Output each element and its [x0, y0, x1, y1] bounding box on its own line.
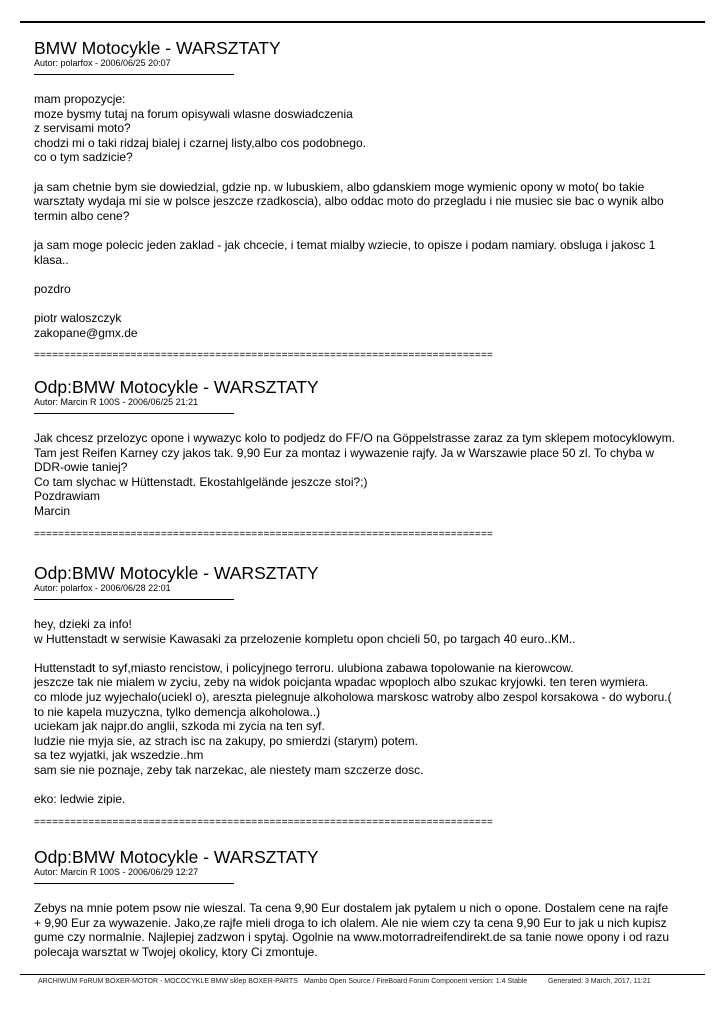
post-author-date: Autor: polarfox - 2006/06/28 22:01 [34, 583, 171, 593]
post-body [34, 431, 694, 519]
post-text-line: DDR-owie taniej? [34, 460, 128, 475]
post-text-line: uciekam jak najpr.do anglii, szkoda mi zycia na ten syf. [34, 719, 325, 734]
post-header-rule [34, 413, 234, 414]
post-text-line: chodzi mi o taki ridzaj bialej i czarnej listy,albo cos podobnego. [34, 135, 366, 150]
post-text-line: co mlode juz wyjechalo(uciekl o), areszta pielegnuje alkoholowa marskosc watroby albo zespol korsakowa - do wyboru.( [34, 689, 672, 704]
post-text-line: jeszcze tak nie mialem w zyciu, zeby na widok poicjanta wpadac wpoploch albo szukac kryjowki. ten teren wymiera. [34, 675, 649, 690]
post-paragraph [34, 238, 694, 267]
post-title: Odp:BMW Motocykle - WARSZTATY [34, 847, 319, 867]
post-title: BMW Motocykle - WARSZTATY [34, 38, 281, 58]
post-title: Odp:BMW Motocykle - WARSZTATY [34, 377, 319, 397]
post-text-line: piotr waloszczyk [34, 310, 122, 325]
post-text-line: pozdro [34, 281, 71, 296]
post-paragraph [34, 661, 694, 778]
footer-archive-name: ARCHIWUM FoRUM BOXER-MOTOR - MOCOCYKLE BMW sklep BOXER-PARTS [38, 978, 298, 985]
forum-post [34, 563, 694, 829]
post-paragraph [34, 282, 694, 297]
footer-rule [20, 974, 705, 975]
post-body [34, 92, 694, 340]
post-text-line: Zebys na mnie potem psow nie wieszal. Ta cena 9,90 Eur dostalem jak pytalem u nich o opone. Dostalem cene na rajfe [34, 901, 669, 915]
post-paragraph [34, 180, 694, 224]
post-header-rule [34, 599, 234, 600]
post-text-line: Co tam slychac w Hüttenstadt. Ekostahlgelände jeszcze stoi?;) [34, 474, 368, 489]
post-text-line: co o tym sadzicie? [34, 150, 133, 165]
post-header-rule [34, 74, 234, 75]
post-text-line: klasa.. [34, 252, 69, 267]
post-separator: ============================================================================ [34, 528, 494, 540]
post-text-line: Marcin [34, 503, 71, 518]
post-text-line: hey, dzieki za info! [34, 617, 132, 631]
post-body [34, 901, 694, 959]
post-text-line: z servisami moto? [34, 121, 131, 136]
post-author-date: Autor: Marcin R 100S - 2006/06/25 21:21 [34, 397, 199, 407]
post-text-line: polecaja warsztat w Twojej okolicy, ktory Ci zmontuje. [34, 944, 318, 959]
post-text-line: eko: ledwie zipie. [34, 792, 126, 807]
post-separator: ============================================================================ [34, 350, 494, 362]
post-separator: ============================================================================ [34, 816, 494, 828]
post-text-line: sa tez wyjatki, jak wszedzie..hm [34, 748, 204, 763]
post-text-line: ja sam chetnie bym sie dowiedzial, gdzie np. w lubuskiem, albo gdanskiem moge wymienic opony w moto( bo takie [34, 179, 645, 194]
forum-post [34, 38, 694, 362]
post-title: Odp:BMW Motocykle - WARSZTATY [34, 563, 319, 583]
footer-generated-date: Generated: 3 March, 2017, 11:21 [548, 978, 651, 985]
post-author-date: Autor: Marcin R 100S - 2006/06/29 12:27 [34, 867, 199, 877]
footer-component-version: Mambo Open Source / FireBoard Forum Component version: 1.4 Stable [304, 978, 528, 985]
post-body [34, 617, 694, 807]
post-text-line: gume czy normalnie. Najlepiej zadzwon i spytaj. Ogolnie na www.motorradreifendirekt.de sa tanie nowe opony i od razu [34, 930, 669, 945]
top-rule [20, 21, 705, 23]
post-text-line: moze bysmy tutaj na forum opisywali wlasne doswiadczenia [34, 106, 353, 121]
post-text-line: to nie kapela muzyczna, tylko demencja alkoholowa..) [34, 704, 321, 719]
post-paragraph [34, 92, 694, 165]
post-text-line: ja sam moge polecic jeden zaklad - jak chcecie, i temat mialby wziecie, to opisze i podam namiary. obsluga i jakosc 1 [34, 237, 656, 252]
post-paragraph [34, 431, 694, 519]
post-text-line: termin albo cene? [34, 208, 130, 223]
post-text-line: sam sie nie poznaje, zeby tak narzekac, ale niestety mam szczerze dosc. [34, 762, 424, 777]
post-text-line: w Huttenstadt w serwisie Kawasaki za przelozenie kompletu opon chcieli 50, po targach 40 euro..KM.. [34, 631, 576, 646]
post-text-line: ludzie nie myja sie, az strach isc na zakupy, po smierdzi (starym) potem. [34, 733, 418, 748]
post-text-line: mam propozycje: [34, 92, 126, 106]
post-text-line: Jak chcesz przelozyc opone i wywazyc kolo to podjedz do FF/O na Göppelstrasse zaraz za tym sklepem motocyklowym. [34, 431, 675, 445]
post-author-date: Autor: polarfox - 2006/06/25 20:07 [34, 58, 171, 68]
post-text-line: Tam jest Reifen Karney czy jakos tak. 9,90 Eur za montaz i wywazenie rajfy. Ja w Warszawie place 50 zl. To chyba w [34, 445, 655, 460]
post-header-rule [34, 883, 234, 884]
post-paragraph [34, 311, 694, 340]
post-text-line: Huttenstadt to syf,miasto rencistow, i policyjnego terroru. ulubiona zabawa topolowanie na kierowcow. [34, 660, 574, 675]
forum-post [34, 847, 694, 959]
post-text-line: Pozdrawiam [34, 489, 101, 504]
post-paragraph [34, 617, 694, 646]
post-text-line: zakopane@gmx.de [34, 325, 138, 340]
post-text-line: warsztaty wydaja mi sie w polsce jeszcze rzadkoscia), albo oddac moto do przegladu i nie musiec sie bac o wynik albo [34, 194, 664, 209]
post-text-line: + 9,90 Eur za wywazenie. Jako,ze rajfe mieli droga to ich olalem. Ale nie wiem czy ta cena 9,90 Eur to jak u nich kupisz [34, 915, 667, 930]
post-paragraph [34, 901, 694, 959]
forum-post [34, 377, 694, 541]
post-paragraph [34, 792, 694, 807]
